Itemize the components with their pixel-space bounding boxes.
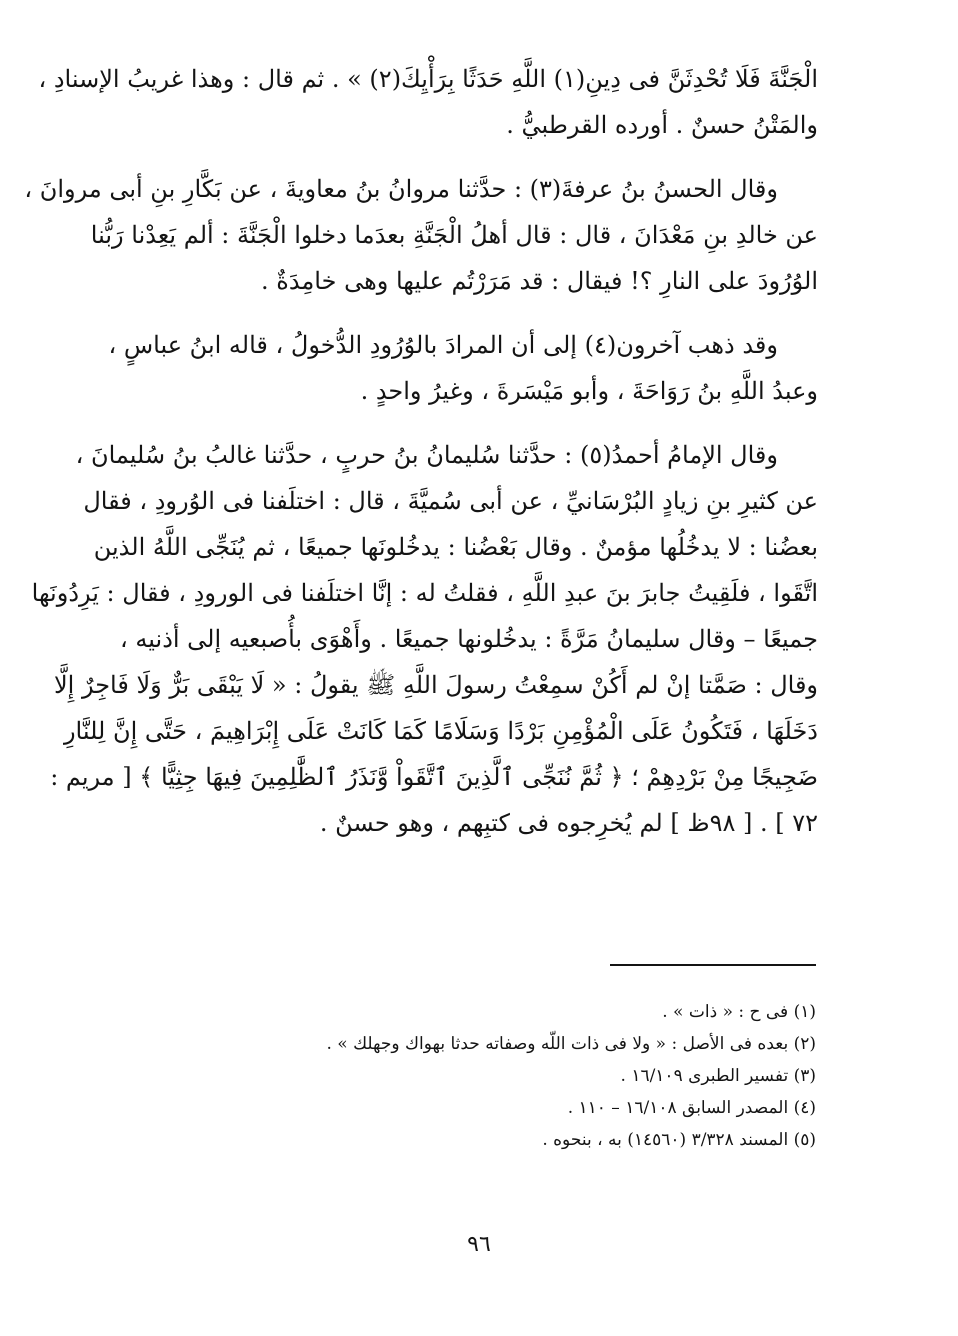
paragraph-start-line: وقال الحسنُ بنُ عرفةَ(٣) : حدَّثنا مروانُ بنُ معاويةَ ، عن بَكَّارِ بنِ أبى مروانَ ، <box>24 175 778 203</box>
text-line: اتَّقَوا ، فلَقِيتُ جابرَ بنَ عبدِ اللَّهِ ، فقلتُ له : إنَّا اختلَفنا فى الورودِ ، فقال : يَرِدُونَها <box>31 579 818 607</box>
footnote: (٤) المصدر السابق ١٦/١٠٨ – ١١٠ . <box>567 1098 816 1118</box>
text-line: الوُرُودَ على النارِ ؟! فيقال : قد مَرَرْتُم عليها وهى خامِدَةٌ . <box>261 267 818 295</box>
text-line: والمَتْنُ حسنٌ . أورده القرطبيُّ . <box>506 111 818 139</box>
main-text-body <box>24 56 818 846</box>
paragraph-start-line: وقال الإمامُ أحمدُ(٥) : حدَّثنا سُليمانُ بنُ حربٍ ، حدَّثنا غالبُ بنُ سُليمانَ ، <box>75 441 778 469</box>
text-line: عن كثيرِ بنِ زيادٍ البُرْسَانيِّ ، عن أبى سُميَّةَ ، قال : اختلَفنا فى الوُرودِ ، فقال <box>83 487 818 515</box>
footnote: (١) فى ح : « ذات » . <box>662 1002 816 1022</box>
text-line: الْجَنَّةَ فَلَا تُحْدِثَنَّ فى دِينِ(١) اللَّهِ حَدَثًا بِرَأْيِكَ(٢) » . ثم قال : وهذا غريبُ الإسنادِ ، <box>38 65 818 93</box>
text-line: ٧٢ ] . [ ٩٨ظ ] لم يُخرِجوه فى كتبِهم ، وهو حسنٌ . <box>319 809 818 837</box>
footnotes <box>300 996 816 1156</box>
footnote-divider <box>610 964 816 966</box>
text-line: ضَجِيجًا مِنْ بَرْدِهِمْ ؛ ﴿ ثُمَّ نُنَجِّى ٱلَّذِينَ ٱتَّقَواْ وَّنَذَرُ ٱلظَّٰلِمِينَ فِيهَا جِثِيًّا ﴾ [ مريم : <box>50 763 818 791</box>
text-line: بعضُنا : لا يدخُلُها مؤمنٌ . وقال بَعْضُنا : يدخُلونَها جميعًا ، ثم يُنَجِّى اللَّهُ الذين <box>93 533 818 561</box>
text-line: وعبدُ اللَّهِ بنُ رَوَاحَةَ ، وأبو مَيْسَرةَ ، وغيرُ واحدٍ . <box>360 377 818 405</box>
footnote: (٢) بعده فى الأصل : « ولا فى ذات اللّه وصفاته حدثا بهواك وجهلك » . <box>326 1034 816 1054</box>
text-line: جميعًا – وقال سليمانُ مَرَّةً : يدخُلونها جميعًا . وأَهْوَى بأُصبعيه إلى أذنيه ، <box>120 625 818 653</box>
footnote: (٥) المسند ٣/٣٢٨ (١٤٥٦٠) به ، بنحوه . <box>542 1130 816 1150</box>
text-line: وقال : صَمَّتا إنْ لم أَكُنْ سمِعْتُ رسولَ اللَّهِ ﷺ يقولُ : « لَا يَبْقَى بَرٌّ وَلَا فَاجِرٌ إِلَّا <box>53 671 818 699</box>
page-number: ٩٦ <box>467 1232 491 1257</box>
text-line: دَخَلَهَا ، فَتَكُونُ عَلَى الْمُؤْمِنِ بَرْدًا وَسَلَامًا كَمَا كَانَتْ عَلَى إِبْرَاهِيمَ ، حَتَّى إِنَّ لِلنَّارِ <box>63 717 818 745</box>
paragraph-start-line: وقد ذهب آخرون(٤) إلى أن المرادَ بالوُرُودِ الدُّخولُ ، قاله ابنُ عباسٍ ، <box>108 331 778 359</box>
footnote: (٣) تفسير الطبرى ١٦/١٠٩ . <box>620 1066 816 1086</box>
text-line: عن خالدِ بنِ مَعْدَانَ ، قال : قال أهلُ الْجَنَّةِ بعدَما دخلوا الْجَنَّةَ : ألم يَعِدْنا رَبُّنا <box>90 221 818 249</box>
